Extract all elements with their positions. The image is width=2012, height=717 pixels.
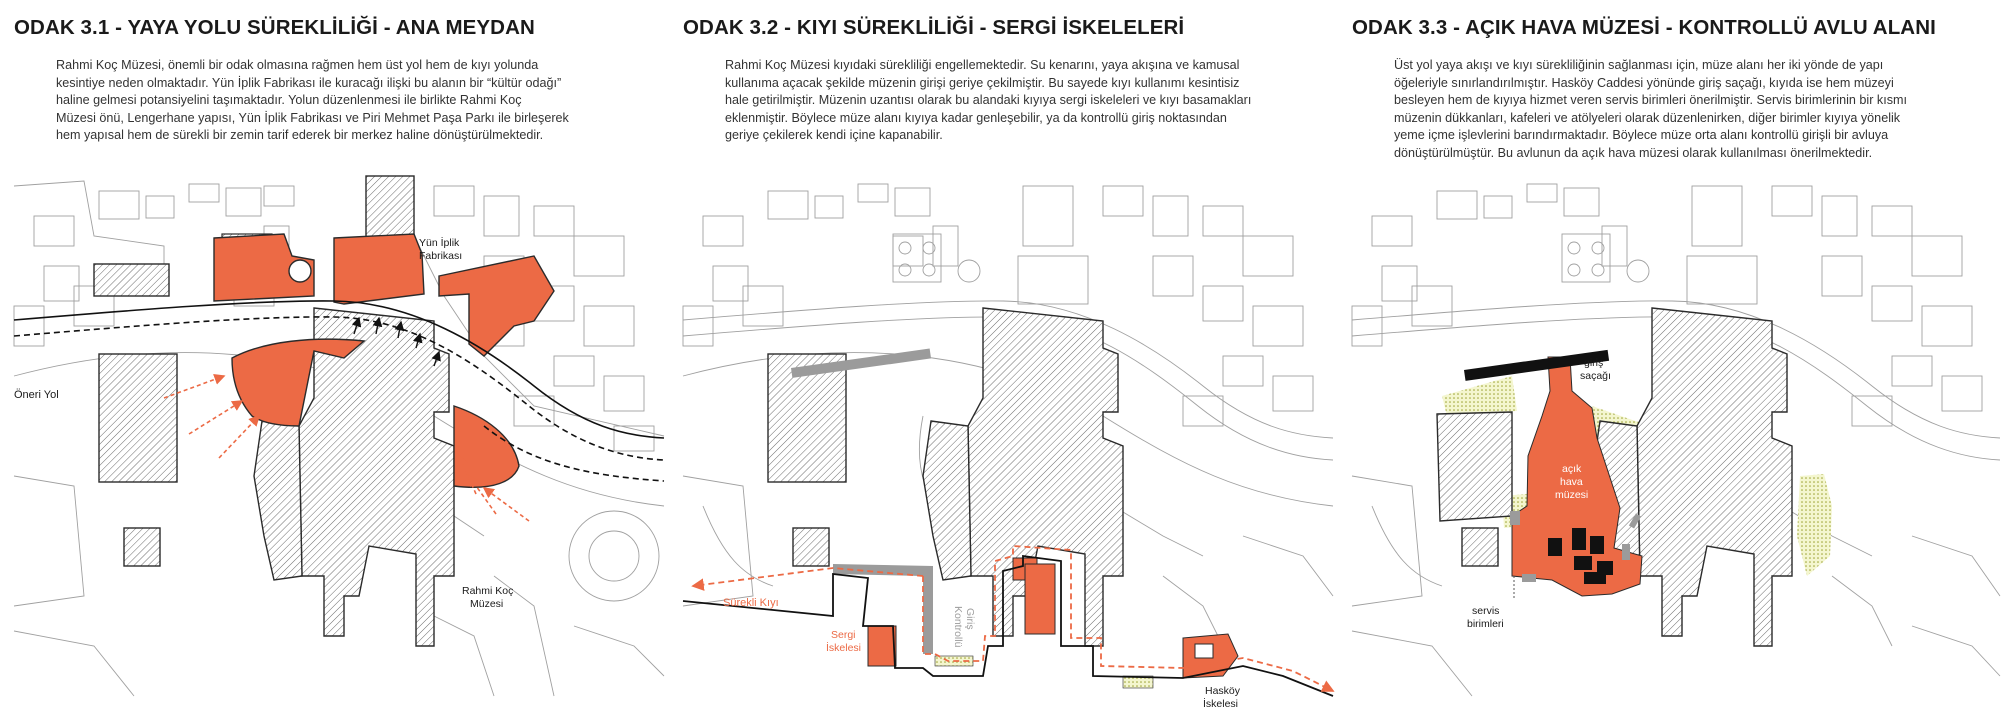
label-muzesi: müzesi bbox=[1555, 489, 1589, 501]
panel-odak-3-3 bbox=[1352, 0, 2012, 717]
label-haskoy: Hasköy bbox=[1205, 685, 1241, 697]
site-plan-map bbox=[1352, 176, 2000, 696]
description-line: besleyen hem de kıyıya hizmet veren servis birimleri önerilmiştir. Servis birimlerinin bir kısmı bbox=[1394, 93, 1907, 108]
panel-description bbox=[1394, 57, 2004, 163]
description-line: Rahmi Koç Müzesi kıyıdaki sürekliliği engellemektedir. Su kenarını, yaya akışına ve kamusal bbox=[725, 58, 1240, 72]
description-line: geriye çekilerek kendi içine kapanabilir. bbox=[725, 128, 943, 143]
description-line: kesintiye neden olmaktadır. Yün İplik Fabrikası ile kuracağı ilişki bu alanın bir “kültür odağı” bbox=[56, 75, 562, 90]
description-line: kullanıma açacak şekilde müzenin girişi geriye çekilmiştir. Bu sayede kıyı kullanımı kesintisiz bbox=[725, 75, 1240, 90]
description-line: yeme içme işlevlerini barındırmaktadır. Böylece müze orta alanı kontrollü girişli bir avluya bbox=[1394, 128, 1889, 143]
label-sergi: Sergi bbox=[831, 629, 856, 641]
label-yun-iplik: Yün İplik bbox=[419, 237, 460, 249]
panel-description bbox=[56, 57, 666, 145]
description-line: hale getirilmiştir. Müzenin uzantısı olarak bu alandaki kıyıya sergi iskeleleri ve kıyı basamakları bbox=[725, 93, 1252, 108]
label-muzesi: Müzesi bbox=[470, 598, 504, 610]
panel-odak-3-1 bbox=[14, 0, 674, 717]
label-rahmi-koc: Rahmi Koç bbox=[462, 585, 514, 597]
label-giris: Giriş bbox=[964, 608, 976, 630]
building-footprints bbox=[768, 308, 1123, 646]
label-birimleri: birimleri bbox=[1467, 618, 1504, 630]
description-line: Üst yol yaya akışı ve kıyı sürekliliğinin sağlanması için, müze alanı her iki yönde de yapı bbox=[1394, 58, 1884, 72]
description-line: hem yapısal hem de sürekli bir zemin tarif ederek bir merkez haline dönüştürülmektedir. bbox=[56, 128, 544, 143]
description-line: dönüştürülmüştür. Bu avlunun da açık hava müzesi olarak kullanılması önerilmektedir. bbox=[1394, 145, 1873, 160]
building-footprints bbox=[1437, 308, 1792, 646]
label-hava: hava bbox=[1560, 476, 1583, 488]
description-line: öğeleriyle sınırlandırılmıştır. Hasköy Caddesi yönünde giriş saçağı, kıyıda ise hem müzeyi bbox=[1394, 75, 1894, 90]
panel-title: ODAK 3.2 - KIYI SÜREKLİLİĞİ - SERGİ İSKELELERİ bbox=[683, 16, 1185, 39]
label-servis: servis bbox=[1472, 605, 1500, 617]
label-sacagi: saçağı bbox=[1580, 370, 1611, 382]
label-fabrikasi: Fabrikası bbox=[419, 250, 463, 262]
label-oneri-yol: Öneri Yol bbox=[14, 389, 59, 401]
description-line: Rahmi Koç Müzesi, önemli bir odak olmasına rağmen hem üst yol hem de kıyı yolunda bbox=[56, 58, 539, 72]
label-giris: giriş bbox=[1584, 357, 1604, 369]
description-line: eklenmiştir. Böylece müze alanı kıyıya kadar genleşebilir, ya da kontrollü giriş noktasından bbox=[725, 110, 1227, 125]
site-plan-map bbox=[683, 176, 1333, 710]
panel-title: ODAK 3.3 - AÇIK HAVA MÜZESİ - KONTROLLÜ AVLU ALANI bbox=[1352, 16, 1936, 39]
label-haskoy-iskelesi: İskelesi bbox=[1203, 698, 1239, 710]
label-iskelesi: İskelesi bbox=[826, 642, 862, 654]
description-line: haline gelmesi potansiyelini taşımaktadır. Yolun düzenlenmesi ile birlikte Rahmi Koç bbox=[56, 93, 522, 108]
description-line: müzenin dükkanları, kafeleri ve atölyeleri olarak düzenlenirken, diğer birimler kıyıya yönelik bbox=[1394, 110, 1901, 125]
panel-odak-3-2 bbox=[683, 0, 1343, 717]
description-line: Müzesi önü, Lengerhane yapısı, Yün İplik Fabrikası ve Piri Mehmet Paşa Parkı ile birleşerek bbox=[56, 110, 569, 125]
label-surekli-kiyi: Sürekli Kıyı bbox=[723, 597, 779, 609]
label-acik: açık bbox=[1562, 463, 1582, 475]
panel-title: ODAK 3.1 - YAYA YOLU SÜREKLİLİĞİ - ANA MEYDAN bbox=[14, 16, 535, 39]
label-kontrollu: Kontrollü bbox=[952, 606, 964, 648]
panel-description bbox=[725, 57, 1335, 145]
site-plan-map bbox=[14, 176, 664, 696]
